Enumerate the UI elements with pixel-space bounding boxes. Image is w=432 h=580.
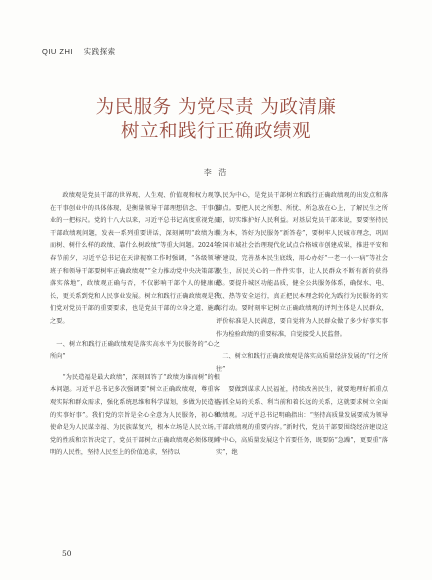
right-column <box>216 190 388 460</box>
page-number: 50 <box>62 549 72 558</box>
title-line-1: 为民服务 为党尽责 为政清廉 <box>95 97 337 118</box>
journal-name: QIU ZHI <box>42 47 73 56</box>
section-heading: 一、树立和践行正确政绩观是落实高水平为民服务的“心之所向” <box>50 340 220 361</box>
paragraph: 政绩观是党员干部的世界观、人生观、价值观和权力观等在干事创业中的具体体现，是衡量领导干部理想信念、干事创业的一把标尺。党的十八大以来，习近平总书记高度重视党员干部政绩观问题，发表一系列重要讲话，深刻阐明“政绩为谁而树、树什么样的政绩、靠什么树政绩”等重大问题。2024年春节前夕，习近平总书记在天津视察工作时强调，“各级领导班子和领导干部要树牢正确政绩观”“全力推动党中央决策部署落实落地”，政绩观正确与否，不仅影响干部个人的健康成长，更关系到党和人民事业发展。树立和践行正确政绩观是我们党对党员干部的重要要求，也是党员干部的立身之道、施政之要。 <box>50 192 220 325</box>
section-name: 实践探索 <box>83 47 116 56</box>
paragraph: “为民造福是最大政绩”，深刻回答了“政绩为谁而树”的根本问题。习近平总书记多次强调要“树立正确政绩观，尊重客观实际和群众需求，强化系统思维和科学谋划，多做为民造福的实事好事”。我们党的宗旨是全心全意为人民服务，初心和使命是为人民谋幸福、为民族谋复兴，根本立场是人民立场。党的性质和宗旨决定了，党员干部树立正确政绩观必须体现鲜明的人民性，坚持人民至上的价值追求，坚持以 <box>50 373 220 457</box>
paragraph: 要做到谋求人民福祉，持续改善民生，就要地理好抓重点与抓全局的关系、利当前和着长远的关系，这就要求树立全面政绩观。习近平总书记明确指出：“坚持高质量发展要成为领导干部政绩观的重要内容。”新时代，党员干部要围绕经济建设这个中心，高质量发展这个首要任务，既要防“急躁”，更要重“落实”，绝 <box>216 386 388 457</box>
article-title <box>0 96 432 144</box>
title-line-2: 树立和践行正确政绩观 <box>120 121 311 142</box>
section-heading: 二、树立和践行正确政绩观是落实高质量经济发展的“行之所往” <box>216 353 388 373</box>
running-header <box>42 46 124 57</box>
paragraph: 人民为中心，是党员干部树立和践行正确政绩观的出发点和落脚点。要把人民之所想、所忧、所急放在心上，了解民生之所需，切实维护好人民利益。对基层党员干部来说，要要坚持民生为本，答好为民服务“新答卷”，要树牢人民城市理念，巩固全国市域社会治理现代化试点合格城市创建成果，推进平安和平建设，完善基本民生底线，用心办好“一老一小一病”等社会民生，居民关心的一件件实事，让人民群众不断有新的获得感。要提升城区功能品质，健全公共服务体系，确保水、电、气、热等安全运行，真正把民本理念转化为践行为民服务的实际行动。要时刻牢记树立正确政绩观的评判主体是人民群众，评价标准是人民满意，要自觉将为人民群众做了多少好事实事作为检验政绩的重要标准，自觉接受人民监督。 <box>216 192 388 338</box>
left-column <box>50 190 220 460</box>
author-name: 李 浩 <box>203 168 229 177</box>
